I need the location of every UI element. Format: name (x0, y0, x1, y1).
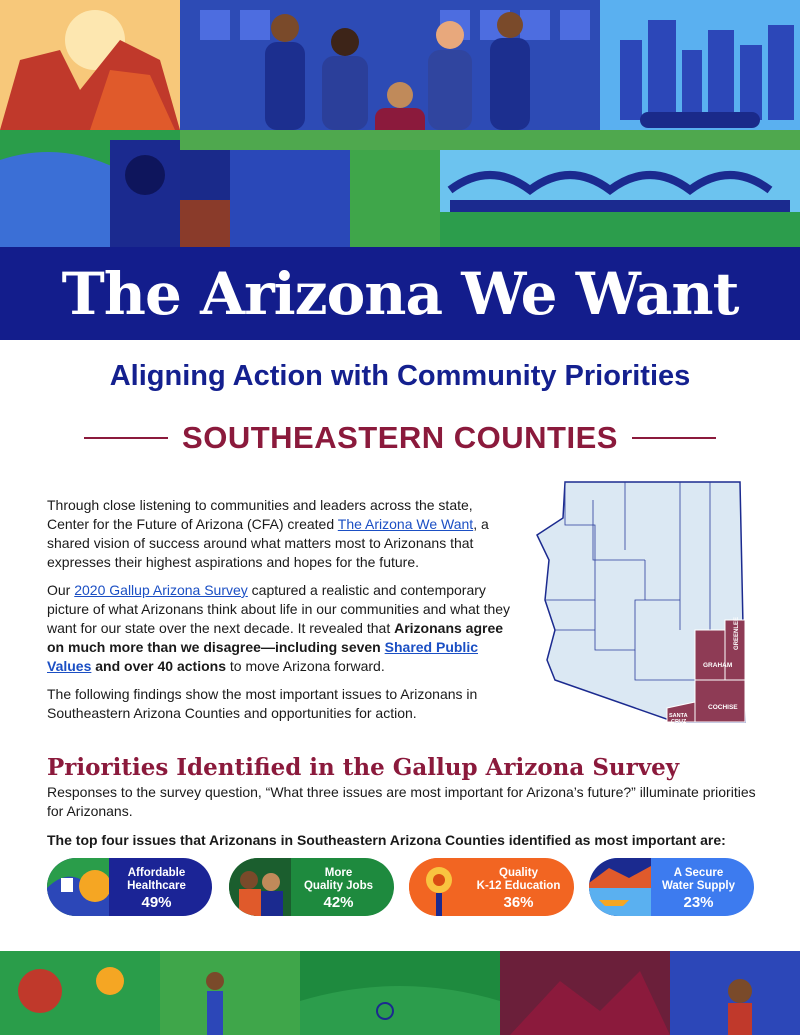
pill-percent: 36% (503, 894, 534, 911)
map-label-greenlee: GREENLEE (734, 616, 740, 650)
intro-p2-bold-text: Arizonans agree on much more than we disagree—including seven (47, 620, 504, 655)
water-icon (589, 858, 651, 916)
priority-water (589, 858, 754, 916)
shared-public-values-link[interactable]: Shared Public Values (47, 639, 478, 674)
pill-percent: 42% (323, 894, 354, 911)
hero-illustration (0, 0, 800, 247)
pill-label-line1: A Secure (673, 867, 724, 879)
intro-paragraph-1 (47, 496, 517, 572)
pill-percent: 23% (683, 894, 714, 911)
pill-label-line1: More (324, 867, 353, 879)
gallup-survey-link[interactable]: 2020 Gallup Arizona Survey (74, 582, 248, 598)
intro-p1-tail: , a shared vision of success around what matters most to Arizonans that expresses their highest aspirations and hopes for the future. (47, 516, 489, 570)
priorities-lead: The top four issues that Arizonans in Southeastern Arizona Counties identified as most important are: (47, 832, 726, 848)
education-icon (409, 858, 471, 916)
intro-p2-text: captured a realistic and contemporary picture of what Arizonans think about life in our communities and what they want for our state over the next decade. It revealed that (47, 582, 511, 636)
intro-text (47, 496, 517, 732)
page-title: The Arizona We Want (61, 259, 739, 328)
title-band (0, 247, 800, 340)
pill-percent: 49% (141, 894, 172, 911)
region-heading (0, 420, 800, 456)
arizona-we-want-link[interactable]: The Arizona We Want (337, 516, 474, 532)
intro-paragraph-2 (47, 581, 517, 676)
divider-left (84, 437, 168, 439)
priority-jobs (229, 858, 394, 916)
priority-pills (47, 858, 757, 918)
intro-p1-text: Through close listening to communities and leaders across the state, Center for the Future of Arizona (CFA) created (47, 497, 473, 532)
pill-label-line1: Quality (499, 867, 538, 879)
page-subtitle: Aligning Action with Community Priorities (109, 360, 691, 392)
priority-healthcare (47, 858, 212, 916)
pill-label-line2: Quality Jobs (303, 880, 374, 892)
priorities-description: Responses to the survey question, “What three issues are most important for Arizona’s future?” illuminate priorities for Arizonans. (47, 784, 756, 819)
map-label-graham: GRAHAM (703, 662, 733, 669)
priorities-title: Priorities Identified in the Gallup Arizona Survey (47, 754, 680, 781)
map-label-cochise: COCHISE (708, 704, 738, 711)
priority-education (409, 858, 574, 916)
intro-p2-lead: Our (47, 582, 75, 598)
pill-label-line1: Affordable (127, 867, 186, 879)
intro-p2-tail: to move Arizona forward. (225, 658, 385, 674)
divider-right (632, 437, 716, 439)
pill-label-line2: Water Supply (661, 880, 736, 892)
map-label-cruz: CRUZ (671, 719, 687, 725)
pill-label-line2: K-12 Education (476, 880, 561, 892)
healthcare-icon (47, 858, 109, 916)
map-label-santa: SANTA (669, 713, 688, 719)
region-title: SOUTHEASTERN COUNTIES (182, 420, 618, 455)
arizona-county-map (535, 480, 750, 730)
footer-illustration (0, 951, 800, 1035)
pill-label-line2: Healthcare (127, 880, 186, 892)
jobs-icon (229, 858, 291, 916)
intro-paragraph-3: The following findings show the most important issues to Arizonans in Southeastern Arizona Counties and opportunities for action. (47, 686, 478, 721)
intro-p2-bold-tail: and over 40 actions (91, 658, 226, 674)
